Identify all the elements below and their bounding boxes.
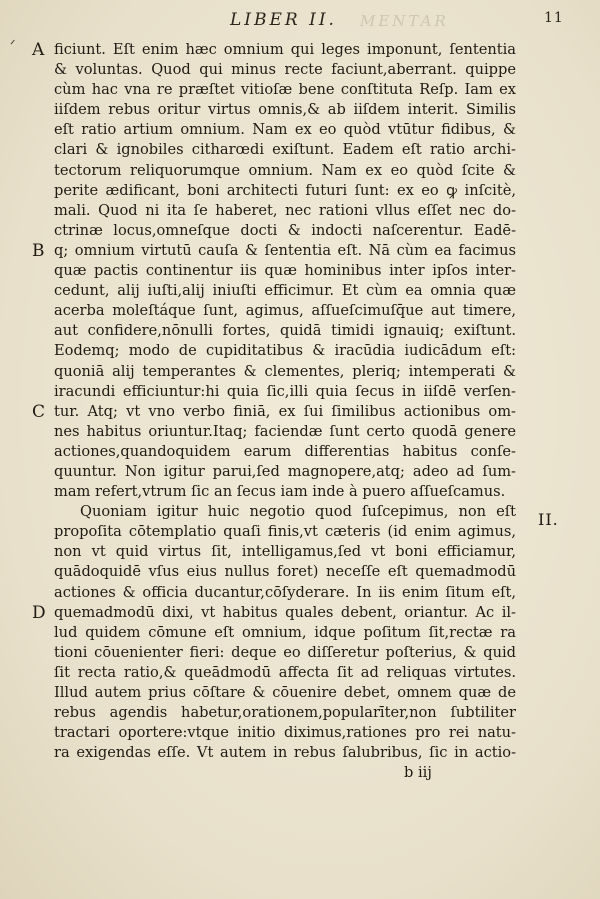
running-title: LIBER II. <box>230 10 337 30</box>
text-line: tur. Atq; vt vno verbo finiā, ex ſui ſimilibus actionibus om- <box>54 402 516 420</box>
text-line: ctrinæ locus,omneſque docti & indocti naſcerentur. Eadē- <box>54 221 516 239</box>
text-line: Illud autem prius cōſtare & cōuenire debet, omnem quæ de <box>54 684 516 701</box>
text-line: tractari oportere:vtque initio diximus,rationes pro rei natu- <box>54 724 516 742</box>
text-line: eſt ratio artium omnium. Nam ex eo quòd vtūtur fidibus, & <box>54 121 516 139</box>
text-line: & voluntas. Quod qui minus recte faciunt,aberrant. quippe <box>54 61 516 79</box>
text-line: cedunt, alij iuſti,alij iniuſti efficimur. Et cùm ea omnia quæ <box>54 282 516 300</box>
text-line: lud quidem cōmune eſt omnium, idque poſitum ſit,rectæ ra <box>54 623 516 641</box>
body-text <box>54 40 516 783</box>
corner-mark: ᐟ <box>10 38 16 53</box>
text-line: quemadmodū dixi, vt habitus quales debent, oriantur. Ac il- <box>54 603 516 621</box>
text-line: actiones,quandoquidem earum differentias habitus conſe- <box>54 442 516 460</box>
text-line: quæ pactis continentur iis quæ hominibus inter ipſos inter- <box>54 262 516 280</box>
text-line: iracundi efficiuntur:hi quia ſic,illi quia ſecus in iiſdē verſen- <box>54 382 516 400</box>
text-line: iiſdem rebus oritur virtus omnis,& ab iiſdem interit. Similis <box>54 101 516 119</box>
section-letter-b: B <box>32 241 45 261</box>
text-line: ficiunt. Eſt enim hæc omnium qui leges imponunt, ſententia <box>54 41 516 58</box>
text-line: tioni cōuenienter fieri: deque eo diſſeretur poſterius, & quid <box>54 643 516 661</box>
section-letter-c: C <box>32 402 46 422</box>
text-line: aut confidere,nōnulli fortes, quidā timidi ignauiq; exiſtunt. <box>54 322 516 340</box>
text-line: Quoniam igitur huic negotio quod ſuſcepimus, non eſt <box>80 503 516 521</box>
section-letter-a: A <box>32 40 45 60</box>
chapter-marker: II. <box>538 510 559 529</box>
text-line: perite ædificant, boni architecti futuri ſunt: ex eo ꝙ inſcitè, <box>54 181 516 199</box>
text-line: mali. Quod ni ita ſe haberet, nec rationi vllus eſſet nec do- <box>54 201 516 219</box>
text-line: propoſita cōtemplatio quaſi finis,vt cæteris (id enim agimus, <box>54 523 516 541</box>
folio-number: 11 <box>544 10 564 26</box>
text-line: cùm hac vna re præſtet vitioſæ bene conſtituta Reſp. Iam ex <box>54 81 516 99</box>
bleed-through-text: MENTAR <box>360 12 449 30</box>
section-letter-d: D <box>32 603 46 623</box>
text-line: mam refert,vtrum ſic an ſecus iam inde à puero aſſueſcamus. <box>54 483 506 501</box>
text-line: ſit recta ratio,& queādmodū affecta ſit ad reliquas virtutes. <box>54 663 516 681</box>
text-line: rebus agendis habetur,orationem,popularīter,non ſubtiliter <box>54 704 516 722</box>
text-line: Eodemq; modo de cupiditatibus & iracūdia iudicādum eſt: <box>54 342 516 360</box>
text-line: clari & ignobiles citharœdi exiſtunt. Eadem eſt ratio archi- <box>54 141 516 159</box>
text-line: quoniā alij temperantes & clementes, pleriq; intemperati & <box>54 362 516 380</box>
text-line: quādoquidē vſus eius nullus foret) neceſſe eſt quemadmodū <box>54 563 516 581</box>
text-line: actiones & officia ducantur,cōſyderare. In iis enim ſitum eſt, <box>54 583 516 601</box>
text-line: acerba moleſtáque ſunt, agimus, aſſueſcimuſq̄ue aut timere, <box>54 302 516 320</box>
text-line: non vt quid virtus ſit, intelligamus,ſed vt boni efficiamur, <box>54 543 516 561</box>
text-line: ra exigendas eſſe. Vt autem in rebus ſalubribus, ſic in actio- <box>54 744 516 762</box>
text-line: q; omnium virtutū cauſa & ſententia eſt. Nā cùm ea facimus <box>54 241 516 259</box>
text-line: tectorum reliquorumque omnium. Nam ex eo quòd ſcite & <box>54 161 516 179</box>
signature-mark: b iij <box>404 764 432 782</box>
text-line: quuntur. Non igitur parui,ſed magnopere,atq; adeo ad ſum- <box>54 462 516 480</box>
text-line: nes habitus oriuntur.Itaq; faciendæ ſunt certo quodā genere <box>54 422 516 440</box>
